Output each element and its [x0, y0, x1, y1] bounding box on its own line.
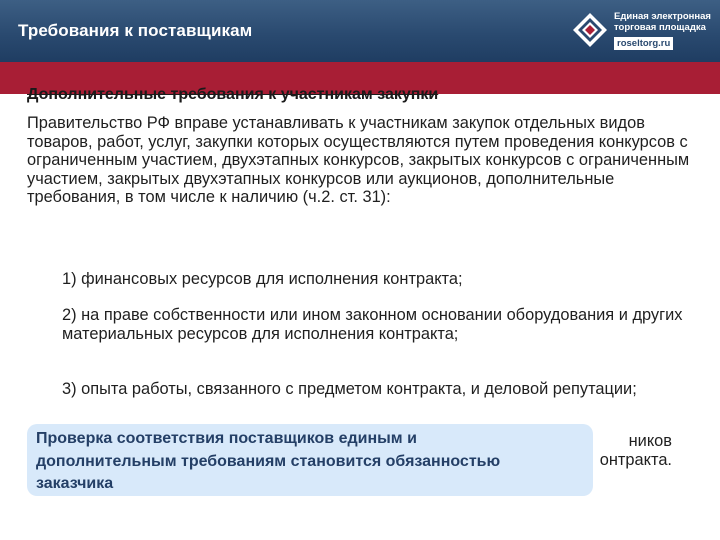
list-item: 2) на праве собственности или ином законном основании оборудования и других материальных ресурсов для исполнения контракта; [62, 306, 683, 343]
list-item-fragment: ников [628, 432, 672, 450]
roseltorg-logo [572, 8, 712, 56]
logo-text [614, 11, 711, 33]
page-title: Требования к поставщикам [18, 21, 253, 40]
callout-box [27, 424, 593, 496]
header-bar [0, 0, 720, 62]
callout-text: Проверка соответствия поставщиков единым и дополнительным требованиям становится обязанностью заказчика [36, 430, 501, 492]
logo-line-1: Единая электронная [614, 11, 711, 22]
roseltorg-logo-icon [572, 12, 608, 48]
list-item-fragment: онтракта. [599, 450, 672, 469]
logo-url: roseltorg.ru [614, 37, 673, 50]
list-item: 3) опыта работы, связанного с предметом контракта, и деловой репутации; [62, 380, 637, 398]
intro-paragraph: Правительство РФ вправе устанавливать к участникам закупок отдельных видов товаров, работ, услуг, закупки которых осуществляются путем проведения конкурсов с ограниченным участием, двухэтапных конкурсов, закрытых конкурсов с ограниченным участием, закрытых двухэтапных конкурсов или аукционов, дополнительные требования, в том числе к наличию (ч.2. ст. 31): [27, 114, 690, 207]
logo-line-2: торговая площадка [614, 22, 706, 33]
section-subtitle: Дополнительные требования к участникам закупки [27, 86, 439, 103]
list-item: 1) финансовых ресурсов для исполнения контракта; [62, 270, 463, 288]
